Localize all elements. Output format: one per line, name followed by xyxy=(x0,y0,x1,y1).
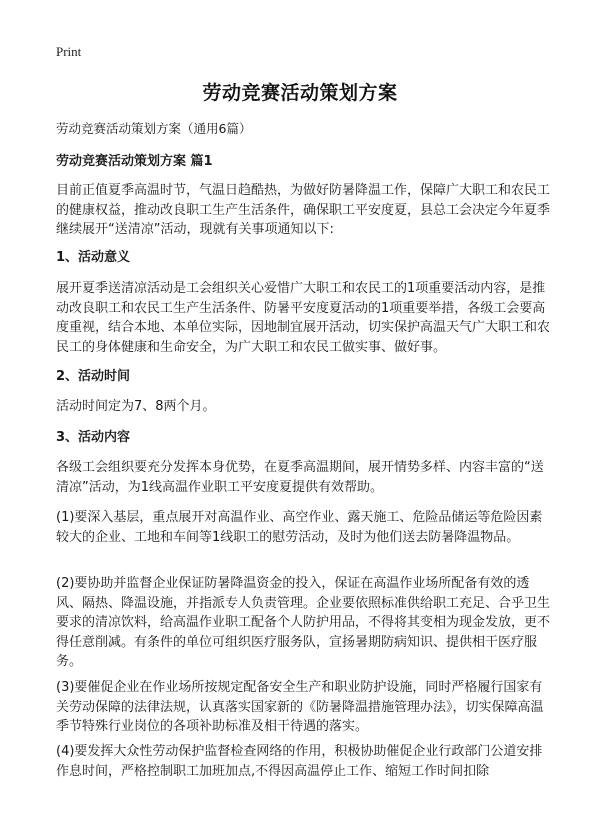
part-heading: 劳动竞赛活动策划方案 篇1 xyxy=(56,154,213,169)
content-paragraph: 各级工会组织要充分发挥本身优势，在夏季高温期间，展开情势多样、内容丰富的“送清凉”活动，为1线高温作业职工平安度夏提供有效帮助。 xyxy=(56,460,544,495)
document-subtitle: 劳动竞赛活动策划方案（通用6篇） xyxy=(56,121,252,136)
time-paragraph: 活动时间定为7、8两个月。 xyxy=(56,399,216,414)
content-item-2: (2)要协助并监督企业保证防暑降温资金的投入，保证在高温作业场所配备有效的透风、隔热、降温设施，并指派专人负责管理。企业要依照标准供给职工充足、合乎卫生要求的清凉饮料，给高温作业职工配备个人防护用品，不得将其变相为现金发放，更不得任意削减。有条件的单位可组织医疗服务队，宣扬暑期防病知识、提供相干医疗服务。 xyxy=(56,576,551,669)
print-label[interactable]: Print xyxy=(56,44,82,59)
content-item-1: (1)要深入基层，重点展开对高温作业、高空作业、露天施工、危险品储运等危险因素较大的企业、工地和车间等1线职工的慰劳活动，及时为他们送去防暑降温物品。 xyxy=(56,510,543,545)
section-heading-content: 3、活动内容 xyxy=(56,430,131,445)
section-heading-significance: 1、活动意义 xyxy=(56,250,131,265)
content-item-4: (4)要发挥大众性劳动保护监督检查网络的作用，积极协助催促企业行政部门公道安排作息时间，严格控制职工加班加点,不得因高温停止工作、缩短工作时间扣除 xyxy=(56,744,543,779)
content-item-3: (3)要催促企业在作业场所按规定配备安全生产和职业防护设施，同时严格履行国家有关劳动保障的法律法规，认真落实国家新的《防暑降温措施管理办法》，切实保障高温季节特殊行业岗位的各项补助标准及相干待遇的落实。 xyxy=(56,680,544,734)
section-heading-time: 2、活动时间 xyxy=(56,369,131,384)
page-title: 劳动竞赛活动策划方案 xyxy=(202,82,398,104)
significance-paragraph: 展开夏季送清凉活动是工会组织关心爱惜广大职工和农民工的1项重要活动内容，是推动改良职工和农民工生产生活条件、防暑平安度夏活动的1项重要举措，各级工会要高度重视，结合本地、本单位实际，因地制宜展开活动，切实保护高温天气广大职工和农民工的身体健康和生命安全，为广大职工和农民工做实事、做好事。 xyxy=(56,281,551,355)
intro-paragraph: 目前正值夏季高温时节，气温日趋酷热，为做好防暑降温工作，保障广大职工和农民工的健康权益，推动改良职工生产生活条件，确保职工平安度夏，县总工会决定今年夏季继续展开“送清凉”活动，现就有关事项通知以下: xyxy=(56,183,551,237)
